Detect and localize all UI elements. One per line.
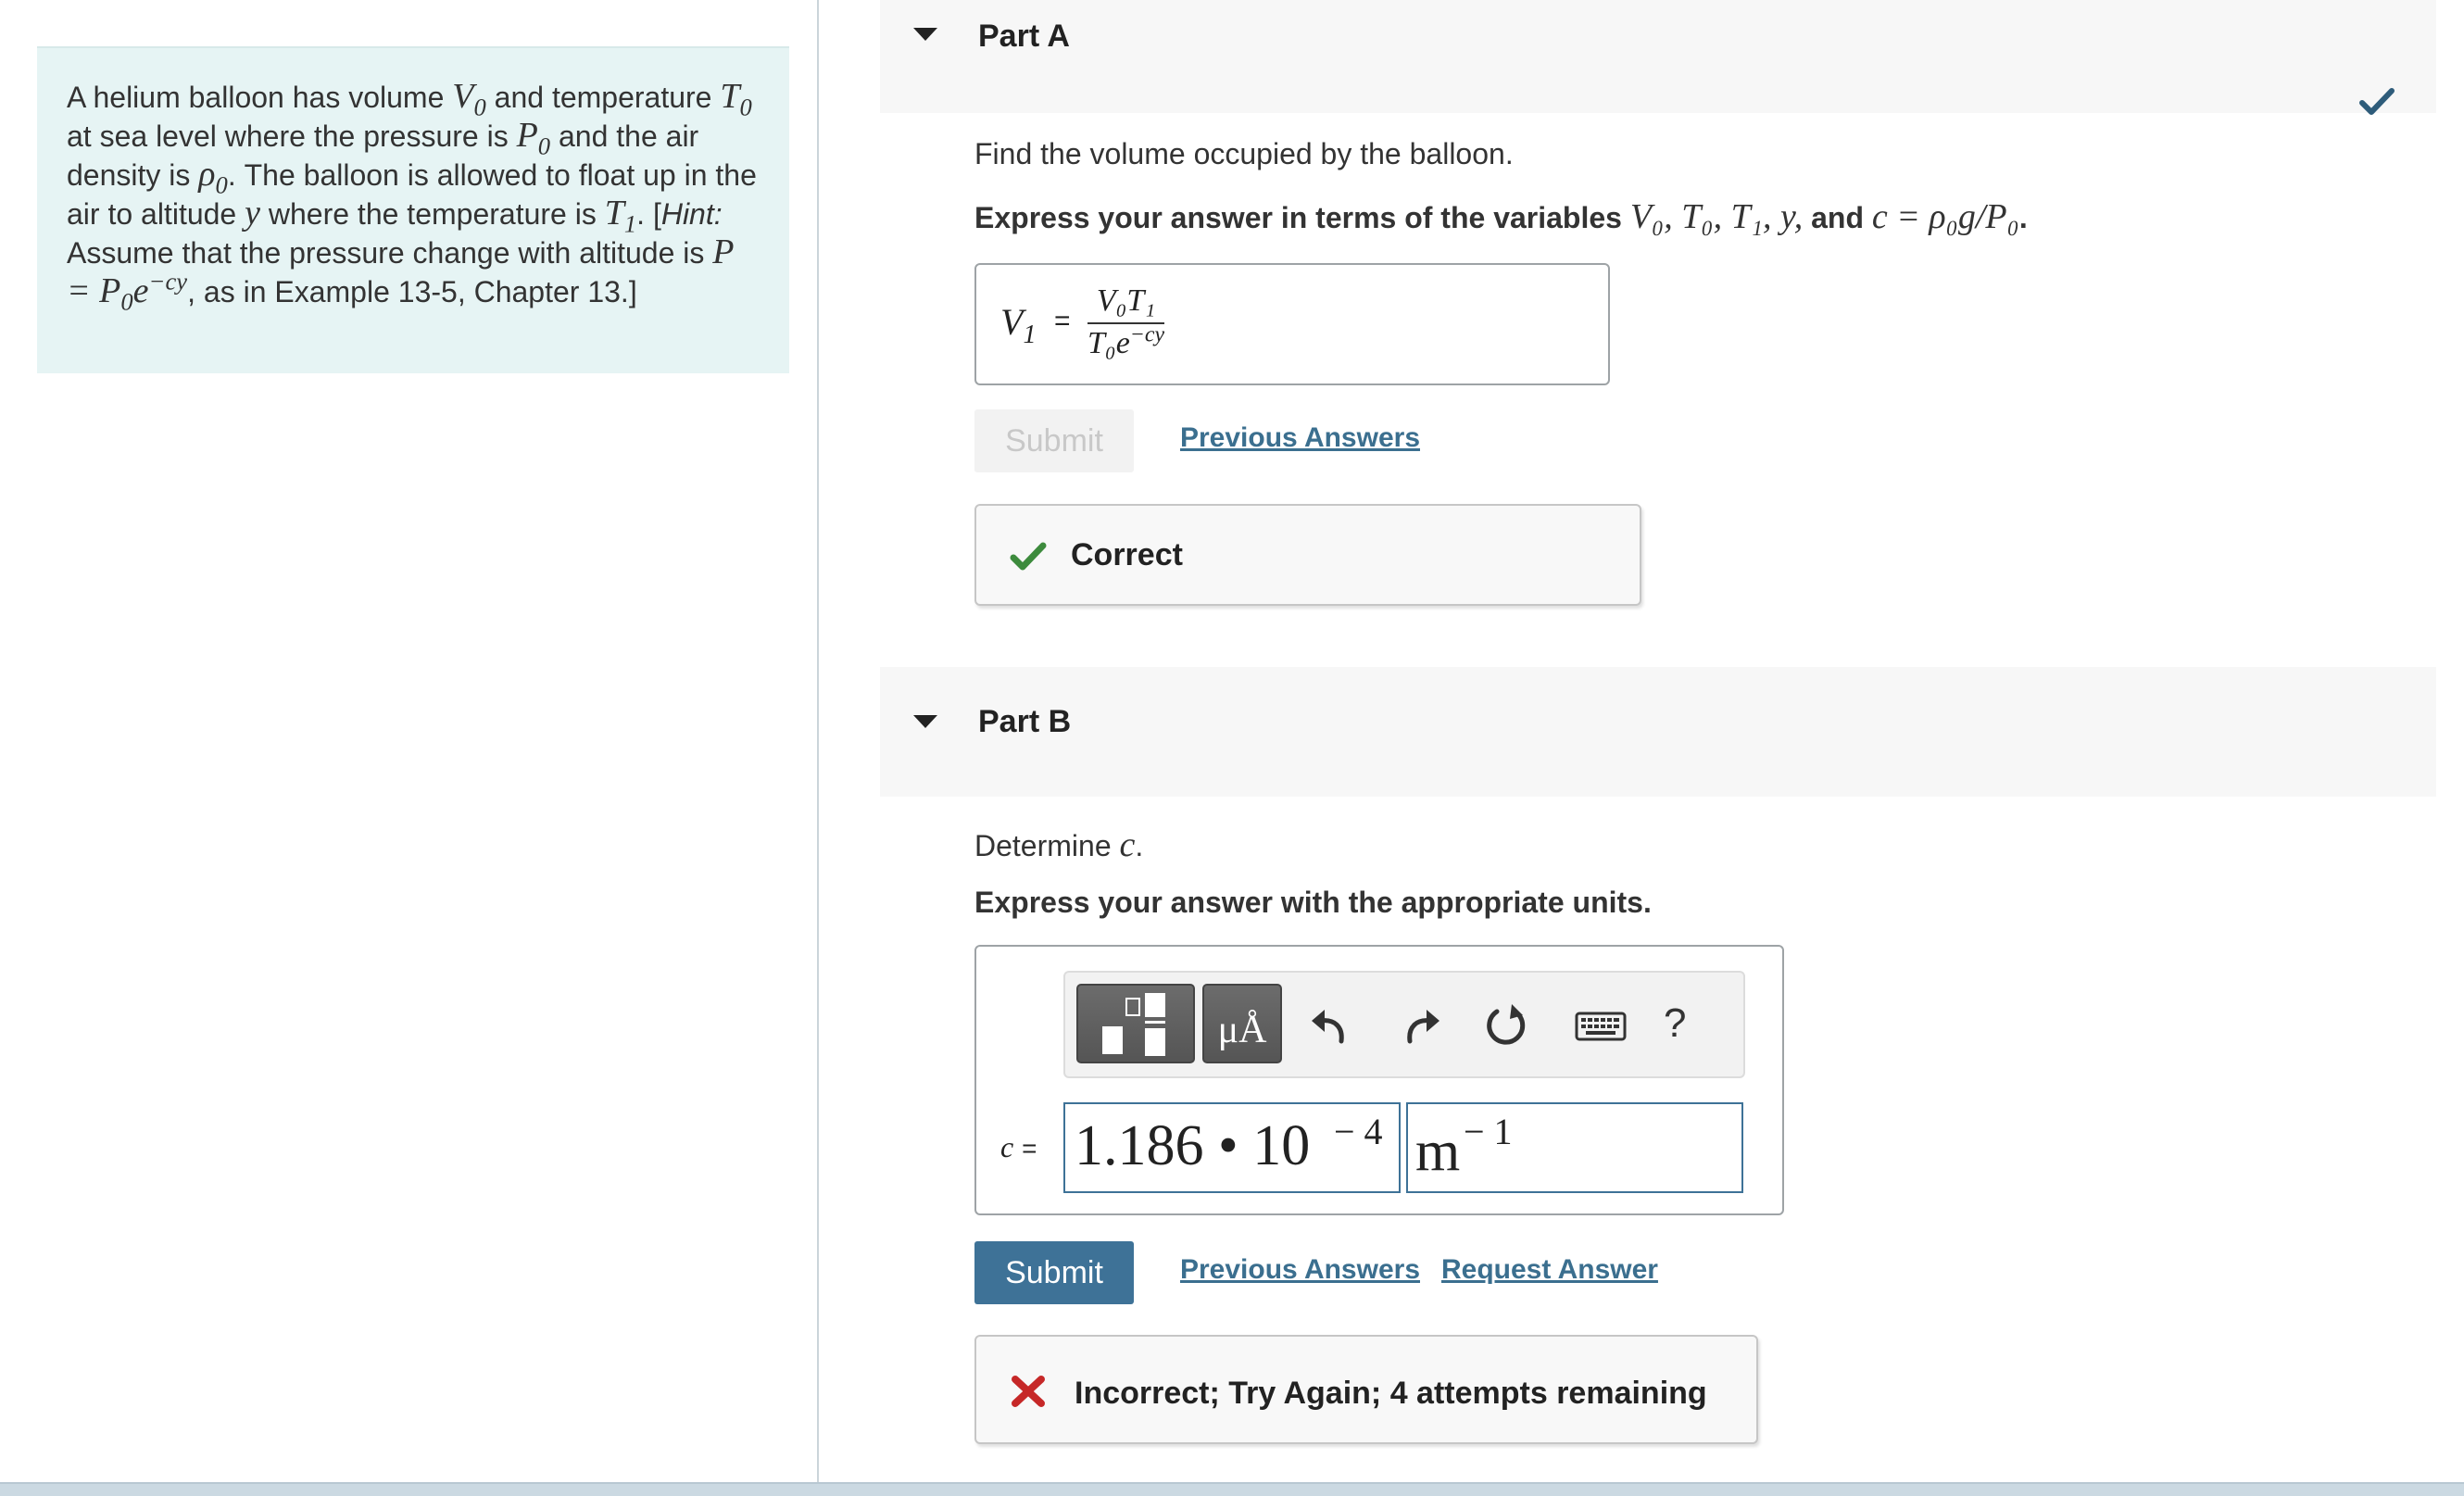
units-button[interactable]: μÅ bbox=[1202, 984, 1282, 1063]
problem-text: , as in Example 13-5, Chapter 13.] bbox=[187, 275, 637, 308]
problem-text: . The balloon is allowed to float up in the air to altitude bbox=[67, 158, 757, 231]
math-toolbar bbox=[1063, 971, 1745, 1078]
left-column bbox=[0, 0, 819, 1482]
part-a-instruction: Express your answer in terms of the variables V₀, T₀, T₁, y, and c = ρ₀g/P₀. bbox=[974, 197, 2028, 236]
right-column bbox=[821, 0, 2464, 1482]
reset-icon[interactable] bbox=[1480, 1000, 1532, 1052]
request-answer-link[interactable]: Request Answer bbox=[1441, 1254, 1658, 1285]
problem-text: at sea level where the pressure is bbox=[67, 119, 517, 153]
keyboard-icon[interactable] bbox=[1573, 1000, 1628, 1052]
part-a-title: Part A bbox=[978, 19, 1070, 54]
answer-fraction bbox=[1087, 283, 1164, 361]
part-a-question: Find the volume occupied by the balloon. bbox=[974, 137, 1514, 170]
part-a-feedback bbox=[974, 504, 1641, 606]
var-t0: $T_0$ bbox=[720, 77, 752, 121]
units-input[interactable]: m − 1 bbox=[1406, 1102, 1743, 1193]
var-t1: $T_1$ bbox=[604, 194, 637, 238]
part-b-submit-button[interactable]: Submit bbox=[974, 1241, 1134, 1304]
problem-text: A helium balloon has volume bbox=[67, 81, 453, 114]
correct-check-icon bbox=[1010, 541, 1047, 572]
part-b-answer-box bbox=[974, 945, 1784, 1215]
incorrect-x-icon bbox=[1010, 1374, 1047, 1409]
redo-icon[interactable] bbox=[1395, 1000, 1447, 1052]
part-a-previous-answers-link[interactable]: Previous Answers bbox=[1180, 422, 1420, 453]
answer-lhs: $V_1$ bbox=[1000, 301, 1037, 349]
pressure-formula: $P = P_0e^{-cy}$ bbox=[67, 233, 734, 316]
equals-sign: = bbox=[1054, 306, 1071, 336]
collapse-triangle-icon[interactable] bbox=[913, 28, 937, 41]
part-b-previous-answers-link[interactable]: Previous Answers bbox=[1180, 1254, 1420, 1285]
bottom-bar bbox=[0, 1482, 2464, 1496]
problem-text: Assume that the pressure change with altitude is bbox=[67, 236, 713, 270]
feedback-text: Incorrect; Try Again; 4 attempts remaining bbox=[1075, 1376, 1707, 1411]
undo-icon[interactable] bbox=[1304, 1000, 1356, 1052]
problem-statement bbox=[37, 46, 789, 373]
value-input[interactable]: 1.186 • 10 − 4 bbox=[1063, 1102, 1401, 1193]
problem-text: where the temperature is bbox=[259, 197, 605, 231]
var-p0: $P_0$ bbox=[516, 116, 551, 160]
part-a-answer-box bbox=[974, 263, 1610, 385]
answer-lhs: c = bbox=[1000, 1130, 1037, 1163]
collapse-triangle-icon[interactable] bbox=[913, 715, 937, 728]
fraction-numerator: V₀T₁ bbox=[1087, 283, 1164, 324]
hint-label: Hint: bbox=[660, 197, 723, 231]
templates-button[interactable] bbox=[1076, 984, 1195, 1063]
part-b-instruction: Express your answer with the appropriate units. bbox=[974, 886, 1652, 919]
var-y: y bbox=[245, 194, 260, 233]
var-rho0: $\rho_0$ bbox=[198, 155, 228, 199]
help-button[interactable]: ? bbox=[1664, 1000, 1687, 1046]
completed-check-icon bbox=[2358, 85, 2395, 119]
part-b-feedback bbox=[974, 1335, 1758, 1444]
part-b-question: Determine c. bbox=[974, 825, 1144, 864]
problem-text: . [ bbox=[636, 197, 661, 231]
part-a-header[interactable] bbox=[880, 0, 2436, 113]
templates-icon bbox=[1078, 986, 1193, 1062]
var-v0: $V_0$ bbox=[452, 77, 486, 121]
part-b-title: Part B bbox=[978, 704, 1072, 739]
feedback-text: Correct bbox=[1071, 537, 1183, 572]
part-b-header[interactable] bbox=[880, 667, 2436, 797]
fraction-denominator: $T_0e^{-cy}$ bbox=[1087, 322, 1165, 360]
part-a-submit-button[interactable]: Submit bbox=[974, 409, 1134, 472]
problem-text: and temperature bbox=[485, 81, 721, 114]
problem-text: and the air density is bbox=[67, 119, 699, 192]
